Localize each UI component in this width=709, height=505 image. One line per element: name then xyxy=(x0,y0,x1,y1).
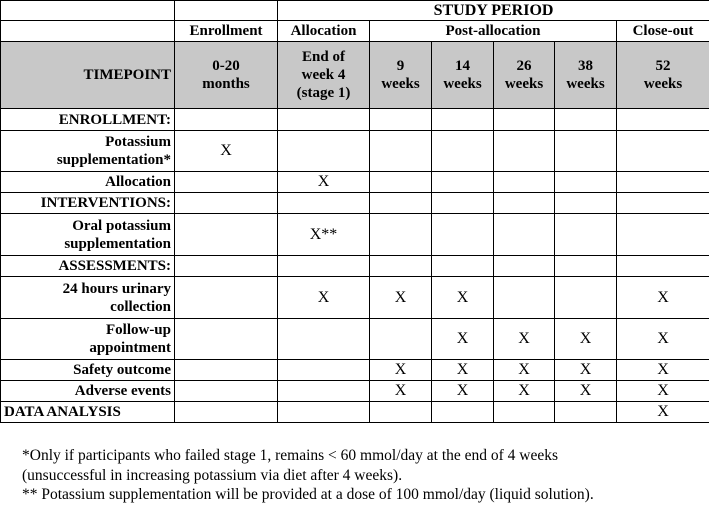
empty-cell xyxy=(617,109,709,131)
cell-text-line: collection xyxy=(110,298,171,315)
cell-text-line: Potassium xyxy=(105,134,171,150)
section-row-enrollment xyxy=(1,109,709,131)
schedule-mark xyxy=(617,131,709,172)
cell-text-line: 14 xyxy=(455,58,470,74)
empty-cell xyxy=(175,1,278,21)
cell-text-line: supplementation xyxy=(64,235,171,252)
schedule-mark: X xyxy=(494,360,555,381)
cell-text-line: 38 xyxy=(578,58,593,74)
cell-text-line: 26 xyxy=(516,58,532,74)
empty-cell xyxy=(555,256,617,277)
schedule-mark xyxy=(175,319,278,360)
schedule-mark xyxy=(494,172,555,193)
cell-text-line: months xyxy=(202,76,250,92)
schedule-row-allocation xyxy=(1,172,709,193)
section-row-interventions xyxy=(1,193,709,214)
schedule-mark xyxy=(555,172,617,193)
schedule-mark xyxy=(617,172,709,193)
empty-cell xyxy=(555,193,617,214)
phase-allocation: Allocation xyxy=(278,21,370,42)
schedule-mark: X xyxy=(617,319,709,360)
schedule-mark: X xyxy=(555,360,617,381)
empty-cell xyxy=(494,109,555,131)
schedule-row-urinary-collection xyxy=(1,277,709,319)
timepoint-3 xyxy=(432,42,494,109)
schedule-mark xyxy=(278,131,370,172)
timepoint-6 xyxy=(617,42,709,109)
schedule-mark xyxy=(278,319,370,360)
empty-cell xyxy=(555,109,617,131)
schedule-mark xyxy=(175,360,278,381)
schedule-mark xyxy=(370,214,432,256)
empty-cell xyxy=(370,193,432,214)
cell-text-line: week 4 xyxy=(301,67,346,83)
schedule-mark xyxy=(175,381,278,402)
schedule-row-potassium-supplementation xyxy=(1,131,709,172)
schedule-mark: X xyxy=(494,381,555,402)
cell-text-line: weeks xyxy=(566,76,605,92)
empty-cell xyxy=(1,21,175,42)
empty-cell xyxy=(617,256,709,277)
schedule-mark xyxy=(494,277,555,319)
row-label-safety-outcome xyxy=(1,360,175,381)
schedule-mark xyxy=(175,214,278,256)
footnote-1-line-2: (unsuccessful in increasing potassium via diet after 4 weeks). xyxy=(22,466,403,484)
section-label-enrollment: ENROLLMENT: xyxy=(1,109,175,131)
section-row-assessments xyxy=(1,256,709,277)
empty-cell xyxy=(278,193,370,214)
timepoint-4 xyxy=(494,42,555,109)
schedule-mark xyxy=(175,277,278,319)
cell-text-line: End of xyxy=(302,49,345,65)
timepoint-0 xyxy=(175,42,278,109)
study-period-heading: STUDY PERIOD xyxy=(278,1,709,21)
empty-cell xyxy=(432,193,494,214)
schedule-mark xyxy=(432,402,494,423)
schedule-mark: X xyxy=(370,381,432,402)
empty-cell xyxy=(494,256,555,277)
empty-cell xyxy=(1,1,175,21)
empty-cell xyxy=(432,109,494,131)
section-label-interventions: INTERVENTIONS: xyxy=(1,193,175,214)
timepoint-row xyxy=(1,42,709,109)
row-label-allocation xyxy=(1,172,175,193)
cell-text-line: Safety outcome xyxy=(73,362,171,378)
row-label-urinary-collection xyxy=(1,277,175,319)
footnotes xyxy=(22,446,706,505)
schedule-mark xyxy=(175,402,278,423)
schedule-mark xyxy=(370,172,432,193)
schedule-mark xyxy=(494,131,555,172)
section-label-data-analysis: DATA ANALYSIS xyxy=(1,402,175,423)
schedule-mark: X xyxy=(370,360,432,381)
phase-row xyxy=(1,21,709,42)
schedule-mark: X xyxy=(432,277,494,319)
cell-text-line: Oral potassium xyxy=(72,217,171,234)
schedule-mark: X xyxy=(278,172,370,193)
schedule-mark: X xyxy=(555,381,617,402)
phase-post-allocation: Post-allocation xyxy=(370,21,617,42)
schedule-row-adverse-events xyxy=(1,381,709,402)
study-period-row xyxy=(1,1,709,21)
timepoint-5 xyxy=(555,42,617,109)
schedule-mark xyxy=(494,402,555,423)
empty-cell xyxy=(175,109,278,131)
empty-cell xyxy=(175,193,278,214)
empty-cell xyxy=(494,193,555,214)
cell-text-line: weeks xyxy=(504,76,544,92)
empty-cell xyxy=(278,109,370,131)
cell-text-line: appointment xyxy=(89,340,171,356)
schedule-mark: X xyxy=(370,277,432,319)
row-label-oral-potassium xyxy=(1,214,175,256)
cell-text-line: Follow-up xyxy=(105,322,171,338)
footnote-2: ** Potassium supplementation will be provided at a dose of 100 mmol/day (liquid solution). xyxy=(22,486,594,503)
schedule-mark xyxy=(370,402,432,423)
schedule-mark xyxy=(432,214,494,256)
timepoint-1 xyxy=(278,42,370,109)
row-label-follow-up xyxy=(1,319,175,360)
timepoint-2 xyxy=(370,42,432,109)
schedule-mark xyxy=(617,214,709,256)
schedule-mark xyxy=(175,172,278,193)
cell-text-line: weeks xyxy=(381,76,420,92)
phase-enrollment: Enrollment xyxy=(175,21,278,42)
cell-text-line: weeks xyxy=(643,76,683,92)
schedule-mark: X xyxy=(617,402,709,423)
schedule-mark xyxy=(370,131,432,172)
schedule-mark: X xyxy=(617,277,709,319)
schedule-mark xyxy=(555,402,617,423)
timepoint-label: TIMEPOINT xyxy=(1,42,175,109)
schedule-mark: X xyxy=(555,319,617,360)
section-label-assessments: ASSESSMENTS: xyxy=(1,256,175,277)
cell-text-line: supplementation* xyxy=(56,152,171,168)
schedule-mark: X xyxy=(617,381,709,402)
cell-text-line: 0-20 xyxy=(212,58,240,74)
cell-text-line: weeks xyxy=(443,76,482,92)
schedule-mark xyxy=(278,381,370,402)
schedule-mark xyxy=(555,214,617,256)
schedule-row-oral-potassium xyxy=(1,214,709,256)
footnote-1-line-1: *Only if participants who failed stage 1, remains < 60 mmol/day at the end of 4 weeks xyxy=(22,447,559,464)
empty-cell xyxy=(617,193,709,214)
row-label-potassium-supplementation xyxy=(1,131,175,172)
schedule-mark xyxy=(432,172,494,193)
cell-text-line: Adverse events xyxy=(74,383,171,399)
schedule-mark: X xyxy=(494,319,555,360)
schedule-row-safety-outcome xyxy=(1,360,709,381)
schedule-mark xyxy=(432,131,494,172)
empty-cell xyxy=(370,256,432,277)
schedule-mark: X xyxy=(617,360,709,381)
empty-cell xyxy=(278,256,370,277)
schedule-mark xyxy=(278,360,370,381)
schedule-row-follow-up xyxy=(1,319,709,360)
schedule-mark: X xyxy=(278,277,370,319)
schedule-mark: X xyxy=(175,131,278,172)
schedule-mark: X xyxy=(432,360,494,381)
cell-text-line: 9 xyxy=(396,58,405,74)
empty-cell xyxy=(175,256,278,277)
schedule-mark: X xyxy=(432,381,494,402)
schedule-mark xyxy=(278,402,370,423)
schedule-mark xyxy=(494,214,555,256)
schedule-mark xyxy=(555,277,617,319)
cell-text-line: 24 hours urinary xyxy=(62,280,171,297)
cell-text-line: (stage 1) xyxy=(296,85,351,101)
phase-close-out: Close-out xyxy=(617,21,709,42)
row-label-adverse-events xyxy=(1,381,175,402)
empty-cell xyxy=(370,109,432,131)
schedule-row-data-analysis xyxy=(1,402,709,423)
schedule-mark xyxy=(555,131,617,172)
cell-text-line: 52 xyxy=(655,58,671,74)
schedule-mark xyxy=(370,319,432,360)
schedule-mark: X xyxy=(432,319,494,360)
cell-text-line: Allocation xyxy=(105,174,171,190)
empty-cell xyxy=(432,256,494,277)
schedule-mark: X** xyxy=(278,214,370,256)
